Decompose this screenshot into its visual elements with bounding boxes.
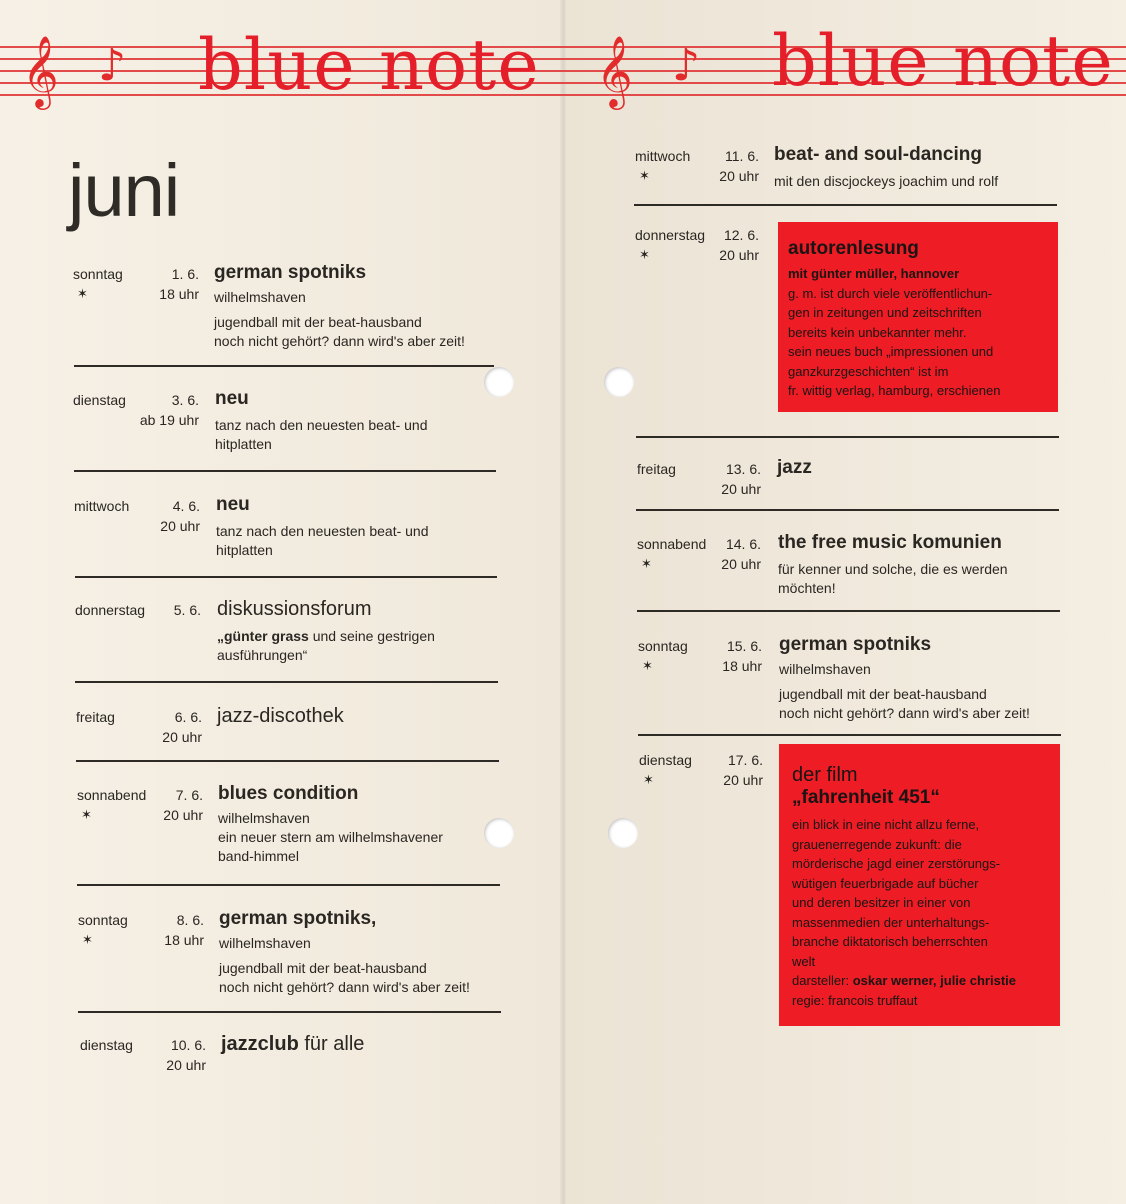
star-icon: ✶ [77,286,88,301]
brand-logo-left: blue note [198,24,540,106]
event-description: möchten! [778,580,836,596]
event-time: 18 uhr [164,932,204,948]
event-description: grauenerregende zukunft: die [792,836,962,852]
event-time: 20 uhr [719,168,759,184]
event-time: 20 uhr [160,518,200,534]
event-entry [635,144,1075,198]
event-title: german spotniks [214,262,367,283]
event-day: dienstag [73,392,126,408]
event-description: fr. wittig verlag, hamburg, erschienen [788,383,1001,398]
divider [78,1011,501,1013]
event-entry [76,705,516,754]
highlight-box-film [779,744,1060,1026]
event-description: bereits kein unbekannter mehr. [788,324,967,340]
event-entry [73,388,513,462]
event-date: 4. 6. [172,498,200,514]
event-body [774,144,998,191]
divider [76,760,499,762]
event-title-rest: für alle [298,1033,365,1055]
event-title: neu [215,388,249,409]
event-body [221,1033,364,1060]
event-body [777,457,812,483]
event-description: mörderische jagd einer zerstörungs- [792,856,1001,871]
event-date: 14. 6. [725,536,761,552]
event-body [217,598,435,665]
event-title: neu [216,494,250,515]
event-location: wilhelmshaven [218,810,310,826]
event-day: freitag [637,461,676,477]
event-description: ein blick in eine nicht allzu ferne, [792,817,980,832]
event-time: 20 uhr [721,556,761,572]
event-time: ab 19 uhr [139,412,199,428]
event-description: wütigen feuerbrigade auf bücher [792,875,979,891]
event-cast [792,971,1060,991]
event-entry [75,598,515,672]
divider [74,470,496,472]
event-entry [637,532,1077,606]
divider [75,681,498,683]
star-icon: ✶ [82,932,93,947]
event-entry [638,634,1078,728]
event-description: sein neues buch „impressionen und [788,344,994,359]
event-description: ausführungen“ [217,647,308,663]
event-day: sonnabend [77,787,147,803]
event-description: gen in zeitungen und zeitschriften [788,305,982,320]
event-time: 18 uhr [159,286,199,302]
event-day: mittwoch [635,148,691,164]
treble-clef-icon: 𝄞 [596,34,633,107]
punch-hole [604,367,634,397]
star-icon: ✶ [643,772,654,787]
event-day: donnerstag [75,602,146,618]
star-icon: ✶ [642,658,653,673]
event-date: 7. 6. [175,787,203,803]
event-time: 20 uhr [163,807,203,823]
event-date: 12. 6. [723,227,759,243]
event-description: ein neuer stern am wilhelmshavener [218,829,443,845]
event-description: tanz nach den neuesten beat- und [215,417,428,433]
event-description: ganzkurzgeschichten“ ist im [788,363,949,379]
event-time: 20 uhr [719,247,759,263]
event-entry [77,783,517,877]
event-day: sonntag [78,912,128,928]
event-entry [73,262,513,356]
event-entry [637,457,1077,501]
event-title [221,1033,364,1056]
event-date: 13. 6. [725,461,761,477]
event-body [216,494,429,560]
event-day: donnerstag [635,227,706,243]
event-description: g. m. ist durch viele veröffentlichun- [788,285,993,301]
divider [634,204,1057,206]
divider [638,734,1061,736]
event-title-bold: jazzclub [221,1033,299,1055]
event-description: jugendball mit der beat-hausband [219,960,427,976]
star-icon: ✶ [81,807,92,822]
event-date: 10. 6. [170,1037,206,1053]
event-date: 6. 6. [174,709,202,725]
event-day: dienstag [639,752,692,768]
event-title: autorenlesung [788,238,919,259]
event-location: wilhelmshaven [779,661,871,677]
event-day: sonntag [73,266,123,282]
event-description: hitplatten [216,542,273,558]
event-title: „fahrenheit 451“ [792,787,940,808]
event-time: 20 uhr [723,772,763,788]
event-time: 20 uhr [162,729,202,745]
event-date: 17. 6. [727,752,763,768]
event-body [779,634,1030,723]
event-description: für kenner und solche, die es werden [778,561,1008,577]
event-body [218,783,443,866]
event-date: 5. 6. [173,602,201,618]
event-day: sonntag [638,638,688,654]
event-entry [78,908,518,1002]
event-title: german spotniks, [219,908,377,929]
highlight-box-lesung [778,222,1058,412]
event-day: dienstag [80,1037,133,1053]
event-title-prefix: der film [792,764,858,786]
event-date: 8. 6. [176,912,204,928]
event-body [217,705,344,732]
month-title: juni [68,149,180,232]
event-title: the free music komunien [778,532,1002,553]
event-body [215,388,428,454]
divider [636,509,1059,511]
divider [75,576,497,578]
event-entry [74,494,514,568]
event-date: 1. 6. [171,266,199,282]
event-description: noch nicht gehört? dann wird's aber zeit! [219,979,470,995]
event-title: german spotniks [779,634,932,655]
brand-logo-right: blue note [772,20,1114,102]
event-cast-label: darsteller: [792,973,853,988]
event-body [778,532,1008,598]
event-day: freitag [76,709,115,725]
event-time: 18 uhr [722,658,762,674]
divider [74,365,494,367]
event-description: jugendball mit der beat-hausband [779,686,987,702]
event-director: regie: francois truffaut [792,992,918,1008]
event-description: massenmedien der unterhaltungs- [792,914,990,930]
event-date: 11. 6. [725,148,759,164]
event-body [219,908,470,997]
event-description-rest: und seine gestrigen [308,628,435,644]
event-description-bold: „günter grass [217,628,309,644]
event-date: 3. 6. [171,392,199,408]
star-icon: ✶ [641,556,652,571]
event-entry [80,1033,520,1082]
event-day: sonnabend [637,536,707,552]
event-subtitle: mit günter müller, hannover [788,266,960,281]
center-fold [560,0,566,1204]
event-description: mit den discjockeys joachim und rolf [774,173,999,189]
eighth-note-icon: ♪ [672,40,701,91]
divider [637,610,1060,612]
event-description: hitplatten [215,436,272,452]
event-location: wilhelmshaven [214,289,306,305]
divider [636,436,1059,438]
event-description: und deren besitzer in einer von [792,895,971,910]
event-description: noch nicht gehört? dann wird's aber zeit! [214,333,465,349]
event-cast-names: oskar werner, julie christie [852,973,1017,988]
event-description: band-himmel [218,848,299,864]
header-staff [0,0,1126,110]
event-description: jugendball mit der beat-hausband [214,314,422,330]
event-description: noch nicht gehört? dann wird's aber zeit! [779,705,1030,721]
event-date: 15. 6. [726,638,762,654]
event-description [217,627,435,646]
event-time: 20 uhr [721,481,761,497]
event-time: 20 uhr [166,1057,206,1073]
punch-hole [608,818,638,848]
event-title: diskussionsforum [217,598,372,620]
event-title: blues condition [218,783,359,804]
event-title: jazz [777,457,812,478]
event-description: welt [792,953,816,969]
treble-clef-icon: 𝄞 [22,34,59,107]
event-description: tanz nach den neuesten beat- und [216,523,429,539]
divider [77,884,500,886]
eighth-note-icon: ♪ [98,40,127,91]
star-icon: ✶ [639,168,650,183]
event-title: jazz-discothek [217,705,344,727]
event-title: beat- and soul-dancing [774,144,982,165]
event-description: branche diktatorisch beherrschten [792,934,988,949]
star-icon: ✶ [639,247,650,262]
event-location: wilhelmshaven [219,935,311,951]
event-body [214,262,465,351]
event-day: mittwoch [74,498,130,514]
